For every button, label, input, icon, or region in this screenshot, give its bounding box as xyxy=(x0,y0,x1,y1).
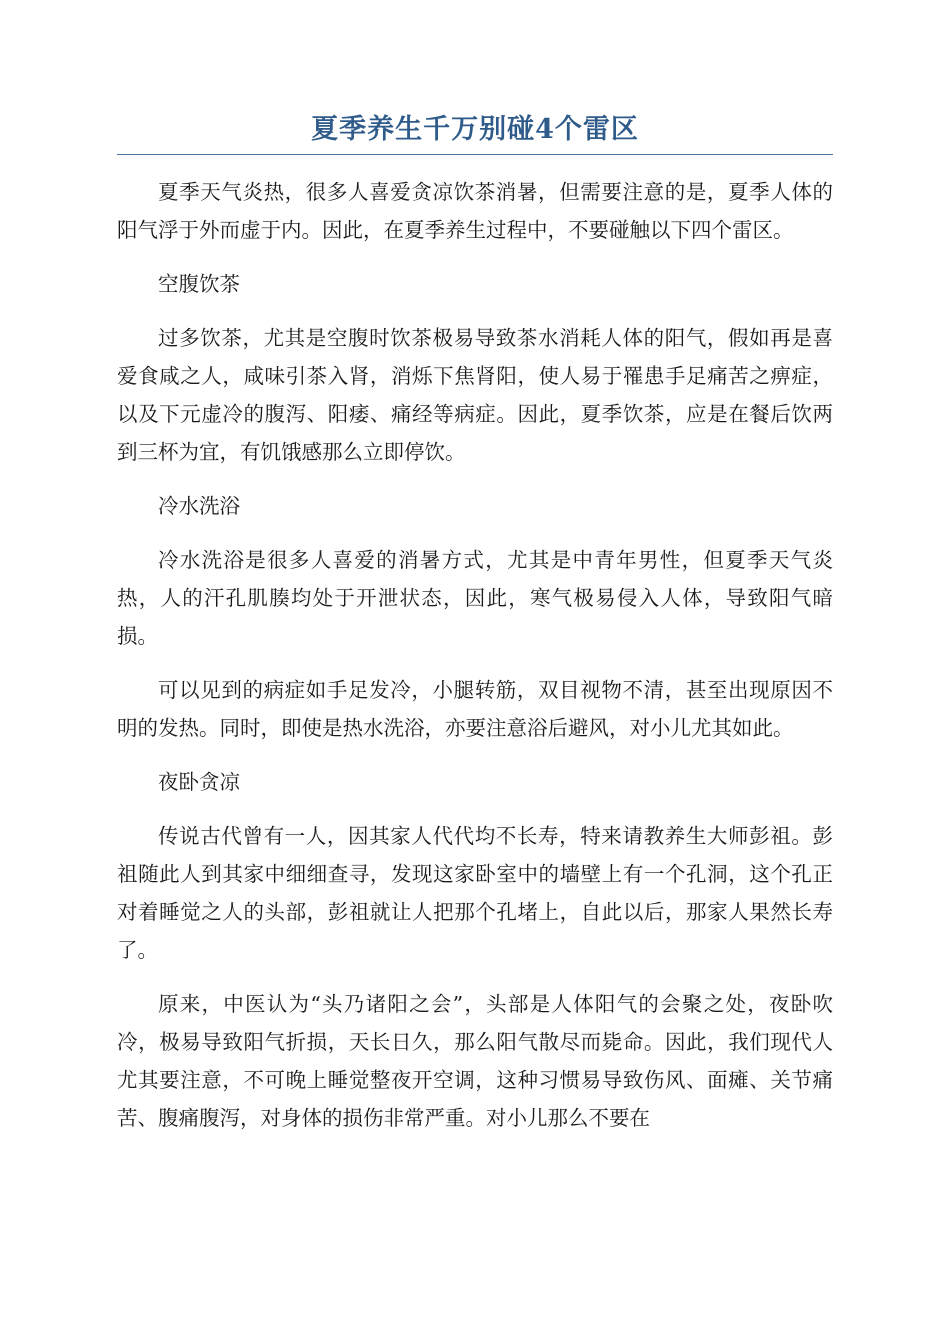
document-body xyxy=(117,173,833,1137)
section-heading: 冷水洗浴 xyxy=(158,494,240,518)
paragraph: 夏季天气炎热，很多人喜爱贪凉饮茶消暑，但需要注意的是，夏季人体的阳气浮于外而虚于内。因此，在夏季养生过程中，不要碰触以下四个雷区。 xyxy=(117,180,833,242)
document-page xyxy=(117,110,833,1153)
paragraph: 冷水洗浴是很多人喜爱的消暑方式，尤其是中青年男性，但夏季天气炎热，人的汗孔肌腠均处于开泄状态，因此，寒气极易侵入人体，导致阳气暗损。 xyxy=(117,548,833,648)
paragraph: 可以见到的病症如手足发冷，小腿转筋，双目视物不清，甚至出现原因不明的发热。同时，即使是热水洗浴，亦要注意浴后避风，对小儿尤其如此。 xyxy=(117,678,833,740)
paragraph: 过多饮茶，尤其是空腹时饮茶极易导致茶水消耗人体的阳气，假如再是喜爱食咸之人，咸味引茶入肾，消烁下焦肾阳，使人易于罹患手足痛苦之痹症，以及下元虚冷的腹泻、阳痿、痛经等病症。因此，夏季饮茶，应是在餐后饮两到三杯为宜，有饥饿感那么立即停饮。 xyxy=(117,326,833,464)
section-heading: 空腹饮茶 xyxy=(158,272,240,296)
section-heading: 夜卧贪凉 xyxy=(158,770,240,794)
paragraph: 传说古代曾有一人，因其家人代代均不长寿，特来请教养生大师彭祖。彭祖随此人到其家中细细查寻，发现这家卧室中的墙壁上有一个孔洞，这个孔正对着睡觉之人的头部，彭祖就让人把那个孔堵上，自此以后，那家人果然长寿了。 xyxy=(117,824,833,962)
document-title: 夏季养生千万别碰4个雷区 xyxy=(117,110,833,155)
paragraph: 原来，中医认为“头乃诸阳之会”，头部是人体阳气的会聚之处，夜卧吹冷，极易导致阳气折损，天长日久，那么阳气散尽而毙命。因此，我们现代人尤其要注意，不可晚上睡觉整夜开空调，这种习惯易导致伤风、面瘫、关节痛苦、腹痛腹泻，对身体的损伤非常严重。对小儿那么不要在 xyxy=(117,992,833,1130)
